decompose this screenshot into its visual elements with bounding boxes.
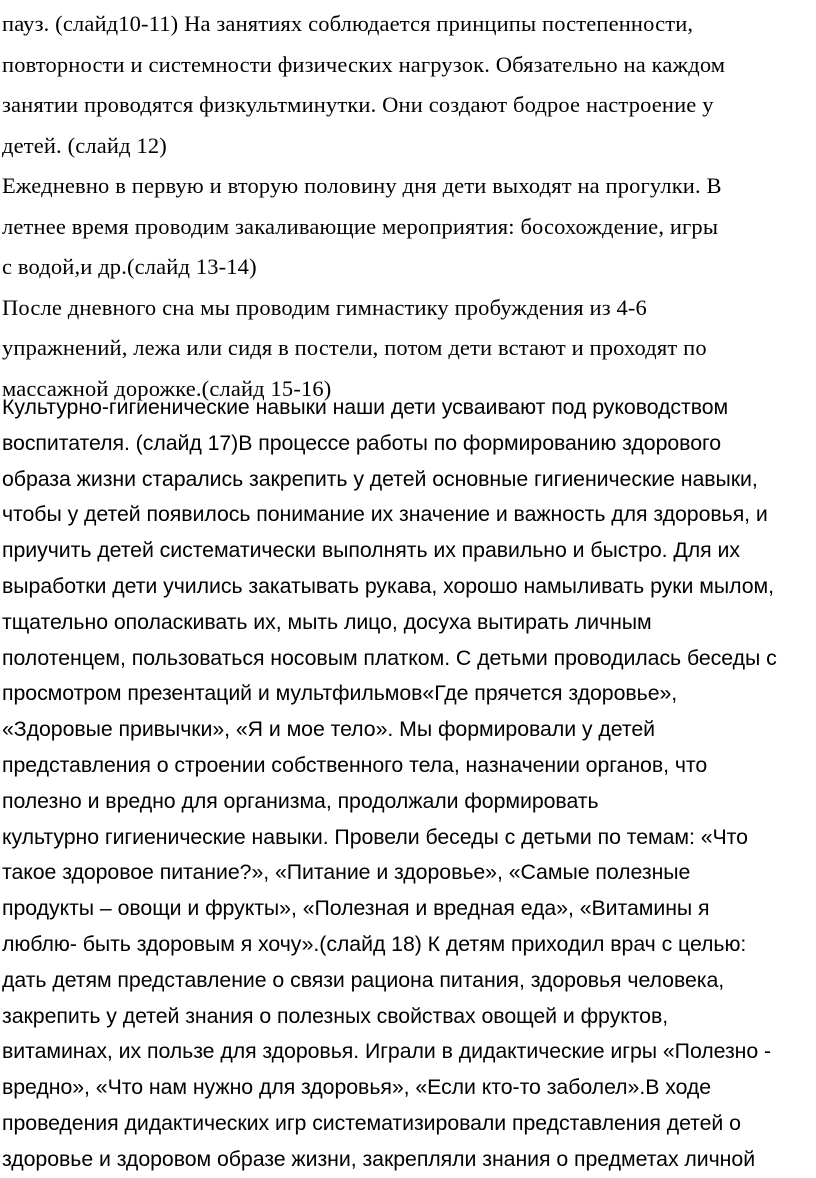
- text-line: просмотром презентаций и мультфильмов«Где прячется здоровье»,: [2, 681, 678, 706]
- text-section-serif: [2, 4, 814, 409]
- text-line: представления о строении собственного тела, назначении органов, что: [2, 752, 708, 777]
- text-line: люблю- быть здоровым я хочу».(слайд 18) К детям приходил врач с целью:: [2, 931, 747, 956]
- text-line: повторности и системности физических нагрузок. Обязательно на каждом: [2, 51, 726, 77]
- text-line: занятии проводятся физкультминутки. Они создают бодрое настроение у: [2, 92, 714, 117]
- text-section-sans: [2, 390, 814, 1178]
- text-line: вредно», «Что нам нужно для здоровья», «Если кто-то заболел».В ходе: [2, 1075, 712, 1100]
- text-line: После дневного сна мы проводим гимнастику пробуждения из 4-6: [2, 294, 647, 320]
- text-line: тщательно ополаскивать их, мыть лицо, досуха вытирать личным: [2, 609, 652, 634]
- text-line: упражнений, лежа или сидя в постели, потом дети встают и проходят по: [2, 335, 707, 360]
- text-line: летнее время проводим закаливающие мероприятия: босохождение, игры: [2, 213, 719, 239]
- text-line: полезно и вредно для организма, продолжали формировать: [2, 788, 599, 813]
- text-line: выработки дети учились закатывать рукава, хорошо намыливать руки мылом,: [2, 573, 774, 598]
- text-line: «Здоровые привычки», «Я и мое тело». Мы формировали у детей: [2, 717, 655, 742]
- text-line: Культурно-гигиенические навыки наши дети усваивают под руководством: [2, 395, 729, 419]
- text-line: Ежедневно в первую и вторую половину дня дети выходят на прогулки. В: [2, 173, 722, 198]
- text-line: продукты – овощи и фрукты», «Полезная и вредная еда», «Витамины я: [2, 896, 710, 921]
- text-line: здоровье и здоровом образе жизни, закрепляли знания о предметах личной: [2, 1146, 756, 1171]
- text-line: массажной дорожке.(слайд 15-16): [2, 375, 332, 401]
- text-line: закрепить у детей знания о полезных свойствах овощей и фруктов,: [2, 1003, 669, 1028]
- text-line: образа жизни старались закрепить у детей основные гигиенические навыки,: [2, 466, 758, 491]
- text-line: с водой,и др.(слайд 13-14): [2, 254, 257, 279]
- text-line: полотенцем, пользоваться носовым платком. С детьми проводилась беседы с: [2, 645, 777, 670]
- text-line: дать детям представление о связи рациона питания, здоровья человека,: [2, 967, 725, 992]
- text-line: проведения дидактических игр систематизировали представления детей о: [2, 1110, 741, 1135]
- text-line: приучить детей систематически выполнять их правильно и быстро. Для их: [2, 538, 740, 563]
- text-line: детей. (слайд 12): [2, 132, 167, 158]
- text-line: пауз. (слайд10-11) На занятиях соблюдается принципы постепенности,: [2, 11, 694, 36]
- text-line: воспитателя. (слайд 17)В процессе работы по формированию здорового: [2, 430, 722, 455]
- text-line: витаминах, их пользе для здоровья. Играли в дидактические игры «Полезно -: [2, 1039, 772, 1064]
- text-line: культурно гигиенические навыки. Провели беседы с детьми по темам: «Что: [2, 824, 748, 849]
- text-line: такое здоровое питание?», «Питание и здоровье», «Самые полезные: [2, 860, 691, 885]
- text-line: чтобы у детей появилось понимание их значение и важность для здоровья, и: [2, 502, 768, 527]
